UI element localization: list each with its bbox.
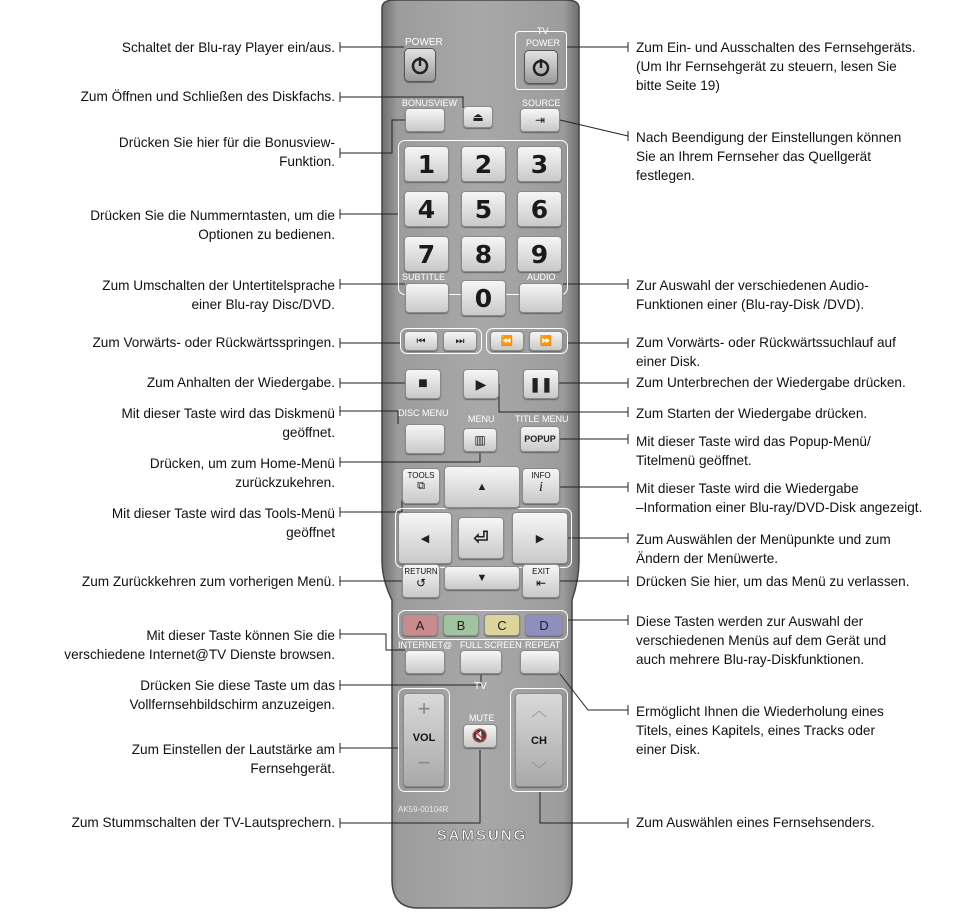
audio-label: AUDIO — [527, 272, 556, 282]
enter-icon: ⏎ — [473, 527, 489, 548]
subtitle-label: SUBTITLE — [402, 272, 446, 282]
tv-label: TV — [537, 26, 549, 36]
stop-icon: ■ — [418, 375, 428, 392]
arrow-down-icon: ▼ — [476, 572, 488, 584]
color-a-button[interactable]: A — [402, 614, 438, 636]
annotation-color-buttons: Diese Tasten werden zur Auswahl der verschiedenen Menüs auf dem Gerät und auch mehrere Blu-ray-Diskfunktionen. — [636, 614, 887, 667]
annotation-mute: Zum Stummschalten der TV-Lautsprechern. — [71, 815, 335, 830]
vol-label: VOL — [412, 732, 436, 744]
pause-icon: ❚❚ — [529, 375, 553, 392]
annotation-tv-power: Zum Ein- und Ausschalten des Fernsehgeräts. (Um Ihr Fernsehgerät zu steuern, lesen Sie bitte Seite 19) — [636, 40, 916, 93]
annotation-popup: Mit dieser Taste wird das Popup-Menü/ Titelmenü geöffnet. — [636, 434, 871, 468]
annotation-tools: Mit dieser Taste wird das Tools-Menü geöffnet — [111, 506, 335, 540]
annotation-number-keys: Drücken Sie die Nummerntasten, um die Optionen zu bedienen. — [90, 208, 335, 242]
annotation-subtitle: Zum Umschalten der Untertitelsprache einer Blu-ray Disc/DVD. — [102, 278, 335, 312]
annotation-eject: Zum Öffnen und Schließen des Diskfachs. — [80, 89, 335, 104]
annotation-channel: Zum Auswählen eines Fernsehsenders. — [636, 815, 875, 830]
annotation-power: Schaltet der Blu-ray Player ein/aus. — [121, 40, 335, 55]
play-icon: ▶ — [475, 375, 487, 392]
digit-1-button[interactable]: 1 — [404, 146, 449, 182]
nav-up-button[interactable] — [444, 466, 520, 508]
color-b-button[interactable]: B — [443, 614, 479, 636]
nav-left-button[interactable] — [398, 512, 452, 564]
info-icon: i — [539, 480, 543, 495]
skip-back-icon: ⏮ — [416, 335, 426, 347]
full-screen-button[interactable] — [460, 650, 502, 674]
mute-icon: 🔇 — [471, 728, 489, 743]
annotation-home-menu: Drücken, um zum Home-Menü zurückzukehren. — [149, 456, 335, 490]
full-screen-label: FULL SCREEN — [460, 640, 522, 650]
callout-line — [560, 674, 628, 710]
digit-9-button[interactable]: 9 — [517, 236, 562, 272]
title-menu-label: TITLE MENU — [515, 414, 569, 424]
callout-line — [340, 500, 402, 512]
annotation-exit: Drücken Sie hier, um das Menü zu verlassen. — [636, 574, 910, 589]
tv-power-label: POWER — [526, 38, 561, 48]
power-icon — [410, 55, 430, 75]
annotation-audio: Zur Auswahl der verschiedenen Audio- Funktionen einer (Blu-ray-Disk /DVD). — [636, 278, 869, 312]
tools-label: TOOLS — [407, 471, 435, 480]
skip-back-button[interactable] — [404, 331, 438, 351]
tv-power-button[interactable] — [524, 50, 558, 84]
fast-forward-icon: ⏩ — [539, 335, 553, 347]
repeat-button[interactable] — [520, 650, 560, 674]
annotation-internet: Mit dieser Taste können Sie die verschiedene Internet@TV Dienste browsen. — [64, 628, 335, 662]
annotation-stop: Zum Anhalten der Wiedergabe. — [146, 375, 335, 390]
color-d-button[interactable]: D — [525, 614, 563, 636]
digit-8-button[interactable]: 8 — [461, 236, 506, 272]
annotation-play: Zum Starten der Wiedergabe drücken. — [636, 406, 868, 421]
callout-line — [340, 674, 481, 685]
bonusview-label: BONUSVIEW — [402, 98, 458, 108]
arrow-right-icon: ▶ — [535, 532, 545, 545]
digit-0-button[interactable]: 0 — [461, 280, 506, 316]
internet-label: INTERNET@ — [398, 640, 453, 650]
source-button[interactable] — [520, 108, 560, 132]
arrow-left-icon: ◀ — [420, 532, 430, 545]
callout-line — [540, 792, 628, 823]
annotation-source: Nach Beendigung der Einstellungen können Sie an Ihrem Fernseher das Quellgerät festlegen. — [636, 130, 902, 183]
tools-button[interactable] — [402, 468, 440, 504]
nav-down-button[interactable] — [444, 566, 520, 590]
annotation-skip: Zum Vorwärts- oder Rückwärtsspringen. — [92, 335, 335, 350]
mute-button[interactable] — [463, 724, 497, 748]
color-c-button[interactable]: C — [484, 614, 520, 636]
tv-section-label: TV — [474, 681, 487, 692]
return-icon: ↺ — [415, 576, 427, 590]
annotation-volume: Zum Einstellen der Lautstärke am Fernsehgerät. — [131, 742, 335, 776]
play-button[interactable] — [463, 369, 499, 399]
callout-line — [340, 120, 405, 153]
chevron-up-icon: ︿ — [530, 703, 547, 720]
disc-menu-button[interactable] — [405, 424, 445, 454]
info-label: INFO — [531, 471, 551, 480]
annotation-info: Mit dieser Taste wird die Wiedergabe –Information einer Blu-ray/DVD-Disk angezeigt. — [636, 481, 923, 515]
return-label: RETURN — [404, 567, 438, 576]
minus-icon: − — [417, 750, 431, 775]
annotation-pause: Zum Unterbrechen der Wiedergabe drücken. — [636, 375, 906, 390]
tools-icon: ⧉ — [417, 480, 425, 492]
info-button[interactable] — [522, 468, 560, 504]
popup-button[interactable] — [520, 426, 560, 452]
model-number: AK59-00104R — [398, 805, 449, 814]
popup-label: POPUP — [524, 434, 556, 444]
return-button[interactable] — [402, 564, 440, 598]
digit-6-button[interactable]: 6 — [517, 191, 562, 227]
eject-button[interactable] — [463, 106, 493, 128]
nav-right-button[interactable] — [512, 512, 568, 564]
fast-forward-button[interactable] — [529, 331, 563, 351]
enter-button[interactable] — [458, 517, 504, 559]
callout-line — [499, 384, 628, 412]
exit-icon: ⇤ — [535, 576, 547, 590]
arrow-up-icon: ▲ — [476, 481, 488, 493]
digit-3-button[interactable]: 3 — [517, 146, 562, 182]
rewind-button[interactable] — [490, 331, 524, 351]
annotation-return: Zum Zurückkehren zum vorherigen Menü. — [81, 574, 335, 589]
skip-forward-icon: ⏭ — [455, 335, 465, 347]
menu-icon: ▥ — [474, 433, 486, 447]
mute-label: MUTE — [469, 713, 495, 723]
volume-rocker[interactable] — [403, 693, 445, 787]
annotation-repeat: Ermöglicht Ihnen die Wiederholung eines Titels, eines Kapitels, eines Tracks oder einer Disk. — [636, 704, 884, 757]
tv-power-icon — [531, 57, 551, 77]
digit-2-button[interactable]: 2 — [461, 146, 506, 182]
skip-forward-button[interactable] — [443, 331, 477, 351]
annotation-full-screen: Drücken Sie diese Taste um das Vollfernsehbildschirm anzuzeigen. — [129, 678, 335, 712]
menu-button[interactable] — [463, 428, 497, 452]
ch-label: CH — [531, 735, 547, 747]
callout-line — [340, 411, 398, 424]
exit-label: EXIT — [532, 567, 550, 576]
exit-button[interactable] — [522, 564, 560, 598]
digit-7-button[interactable]: 7 — [404, 236, 449, 272]
digit-5-button[interactable]: 5 — [461, 191, 506, 227]
power-label: POWER — [405, 37, 443, 48]
callout-line — [340, 634, 405, 650]
internet-button[interactable] — [405, 650, 445, 674]
menu-label: MENU — [468, 414, 495, 424]
samsung-logo: SAMSUNG — [436, 827, 528, 844]
rewind-icon: ⏪ — [500, 335, 514, 347]
bonusview-button[interactable] — [405, 108, 445, 132]
plus-icon: + — [417, 696, 431, 721]
disc-menu-label: DISC MENU — [398, 408, 449, 418]
digit-4-button[interactable]: 4 — [404, 191, 449, 227]
annotation-search: Zum Vorwärts- oder Rückwärtssuchlauf auf einer Disk. — [636, 335, 896, 369]
power-button[interactable] — [404, 48, 436, 82]
repeat-label: REPEAT — [525, 640, 561, 650]
source-icon: ⇥ — [534, 113, 546, 127]
chevron-down-icon: ﹀ — [530, 762, 547, 779]
pause-button[interactable] — [523, 369, 559, 399]
stop-button[interactable] — [405, 369, 441, 399]
annotation-navigation: Zum Auswählen der Menüpunkte und zum Ändern der Menüwerte. — [636, 532, 891, 566]
annotation-bonusview: Drücken Sie hier für die Bonusview- Funktion. — [118, 135, 335, 169]
audio-button[interactable] — [519, 283, 563, 313]
eject-icon: ⏏ — [472, 110, 484, 124]
source-label: SOURCE — [522, 98, 561, 108]
callout-line — [560, 120, 628, 136]
channel-rocker[interactable] — [515, 693, 563, 787]
annotation-disc-menu: Mit dieser Taste wird das Diskmenü geöffnet. — [121, 406, 335, 440]
subtitle-button[interactable] — [405, 283, 449, 313]
